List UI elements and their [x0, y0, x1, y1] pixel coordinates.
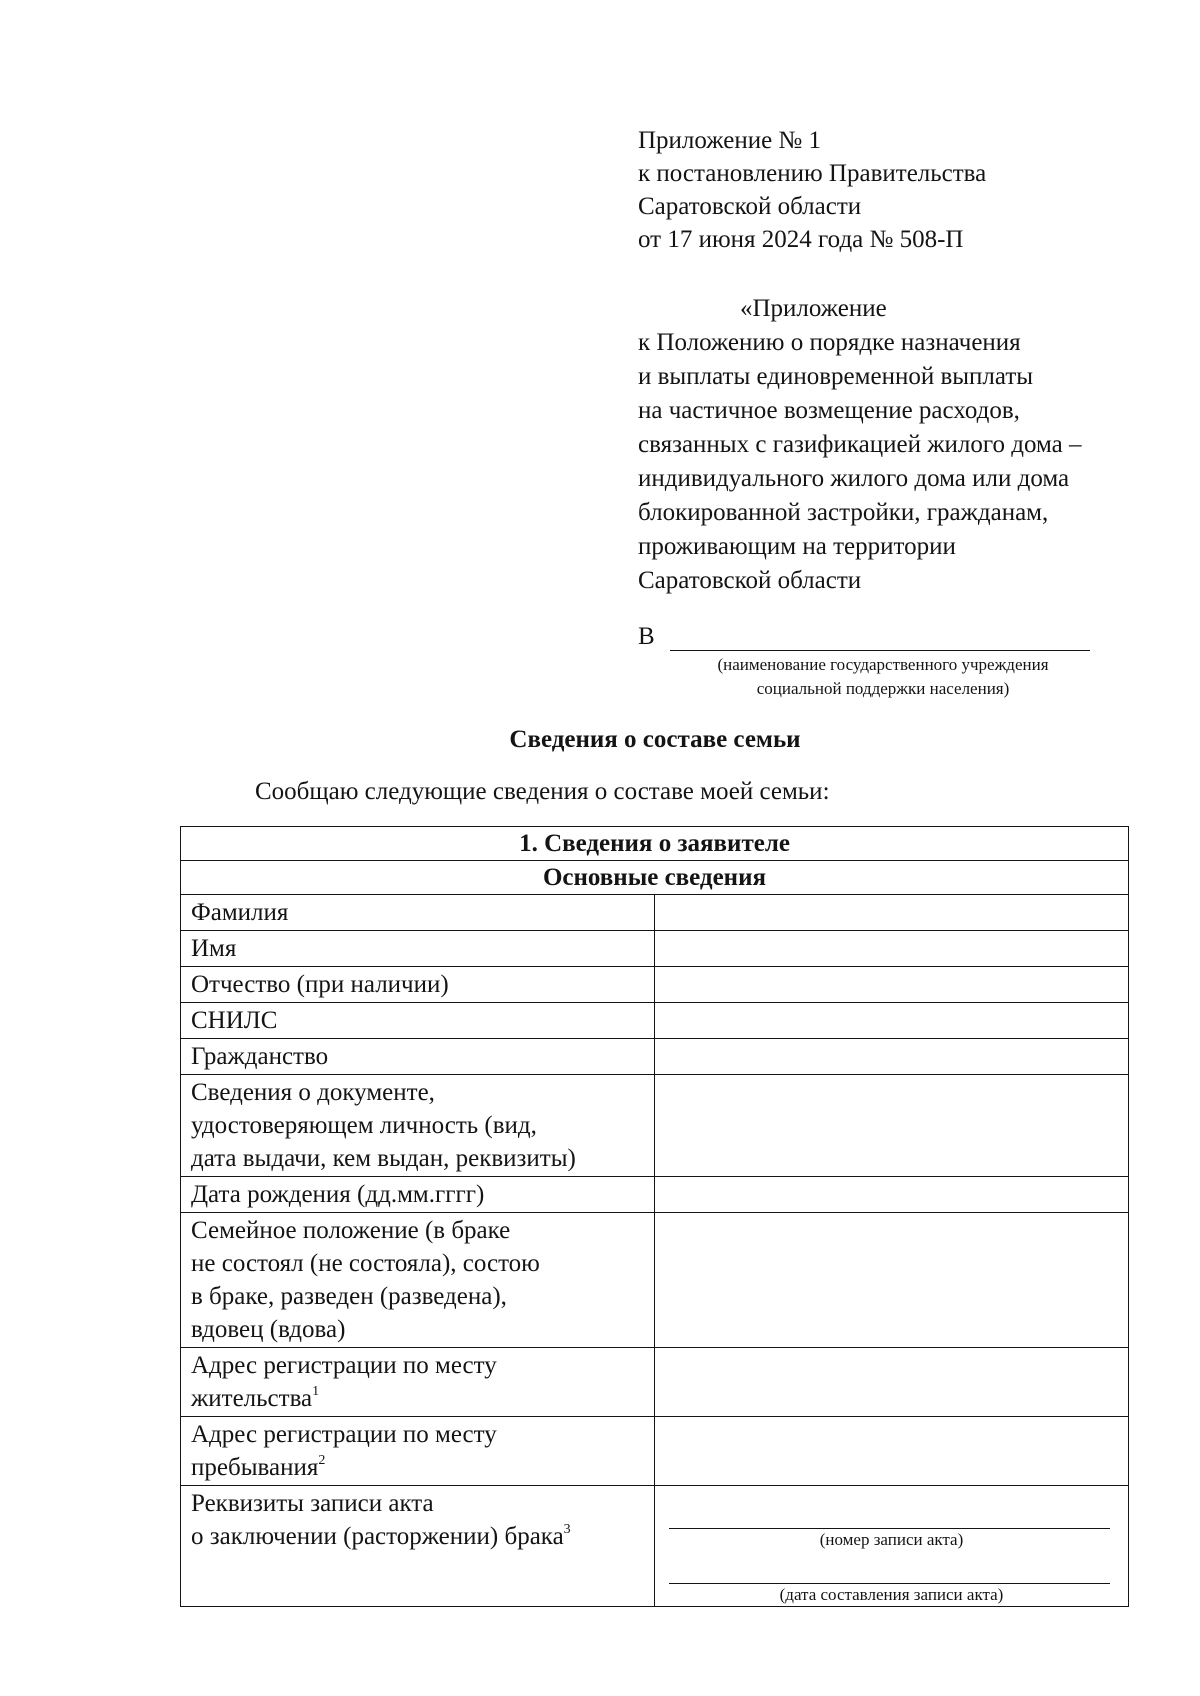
- form-row-label: [181, 1417, 655, 1486]
- record-date-caption: (дата составления записи акта): [779, 1585, 1004, 1604]
- record-date-field[interactable]: [669, 1555, 1110, 1584]
- form-row-label: [181, 967, 655, 1003]
- appendix-line: связанных с газификацией жилого дома –: [638, 431, 1082, 458]
- appendix-line: на частичное возмещение расходов,: [638, 397, 1020, 424]
- form-row-value[interactable]: [655, 1348, 1129, 1417]
- form-row-label-line: Адрес регистрации по месту: [191, 1421, 497, 1448]
- form-row-label-line: Дата рождения (дд.мм.гггг): [191, 1181, 485, 1208]
- form-row-label: [181, 931, 655, 967]
- form-row: [181, 1039, 1129, 1075]
- form-row-label-line: Фамилия: [191, 899, 289, 926]
- form-row: [181, 1348, 1129, 1417]
- appendix-line: «Приложение: [740, 295, 887, 322]
- form-row: [181, 1177, 1129, 1213]
- form-row-label-text: жительства: [191, 1385, 313, 1412]
- footnote-marker: 3: [563, 1521, 571, 1537]
- document-title-wrap: [0, 726, 1200, 754]
- appendix-line: проживающим на территории: [638, 533, 956, 560]
- footnote-marker: 2: [318, 1452, 326, 1468]
- recipient-caption: [668, 653, 1098, 701]
- approval-line: от 17 июня 2024 года № 508-П: [638, 226, 964, 253]
- applicant-form-table: [180, 826, 1129, 1607]
- appendix-line: и выплаты единовременной выплаты: [638, 363, 1034, 390]
- marriage-record-value: [655, 1486, 1129, 1607]
- form-row: [181, 931, 1129, 967]
- form-row-value[interactable]: [655, 1039, 1129, 1075]
- form-row-label: [181, 1003, 655, 1039]
- footnote-marker: 1: [312, 1383, 320, 1399]
- form-row-label-line: Семейное положение (в браке: [191, 1217, 511, 1244]
- form-row-label-line: Имя: [191, 935, 237, 962]
- recipient-row: [638, 617, 1098, 651]
- form-row-label: [181, 1039, 655, 1075]
- form-row-label: [181, 1177, 655, 1213]
- form-row: [181, 1075, 1129, 1177]
- form-row-label-line: Гражданство: [191, 1043, 329, 1070]
- form-row-label-text: пребывания: [191, 1454, 319, 1481]
- subsection-title: Основные сведения: [181, 861, 1129, 895]
- form-row-value[interactable]: [655, 1177, 1129, 1213]
- form-row-label-line: [191, 1451, 644, 1484]
- form-row: [181, 967, 1129, 1003]
- form-row-label-line: дата выдачи, кем выдан, реквизиты): [191, 1145, 576, 1172]
- form-row-value[interactable]: [655, 931, 1129, 967]
- form-row-label-line: в браке, разведен (разведена),: [191, 1283, 507, 1310]
- form-row-value[interactable]: [655, 1003, 1129, 1039]
- section-header-row: [181, 827, 1129, 861]
- form-row-value[interactable]: [655, 1213, 1129, 1348]
- form-row-label: [181, 1213, 655, 1348]
- form-row-label-line: Адрес регистрации по месту: [191, 1352, 497, 1379]
- form-row-label-line: СНИЛС: [191, 1007, 278, 1034]
- form-row-label-line: [191, 1382, 644, 1415]
- recipient-caption-line: социальной поддержки населения): [756, 679, 1010, 698]
- form-row-value[interactable]: [655, 1075, 1129, 1177]
- form-row-value[interactable]: [655, 1417, 1129, 1486]
- approval-line: Саратовской области: [638, 193, 862, 220]
- record-number-caption: (номер записи акта): [819, 1530, 964, 1549]
- form-row-label-line: Отчество (при наличии): [191, 971, 449, 998]
- form-row-label: [181, 1348, 655, 1417]
- section-title: 1. Сведения о заявителе: [181, 827, 1129, 861]
- form-row-label: [181, 895, 655, 931]
- subsection-header-row: [181, 861, 1129, 895]
- marriage-record-label-text: о заключении (расторжении) брака: [191, 1523, 564, 1550]
- intro-text: Сообщаю следующие сведения о составе моей семьи:: [255, 778, 830, 805]
- form-row-label-line: вдовец (вдова): [191, 1316, 346, 1343]
- document-title: Сведения о составе семьи: [509, 726, 801, 753]
- marriage-record-label: [181, 1486, 655, 1607]
- marriage-record-row: [181, 1486, 1129, 1607]
- form-row-label-line: удостоверяющем личность (вид,: [191, 1112, 537, 1139]
- approval-line: Приложение № 1: [638, 127, 822, 154]
- recipient-field[interactable]: [670, 620, 1090, 651]
- form-row-label-line: не состоял (не состояла), состою: [191, 1250, 540, 1277]
- recipient-block: [638, 617, 1098, 701]
- approval-block: [638, 124, 1158, 256]
- appendix-line: к Положению о порядке назначения: [638, 329, 1021, 356]
- appendix-block: [638, 292, 1158, 598]
- form-row-label-line: Сведения о документе,: [191, 1079, 435, 1106]
- form-row: [181, 1003, 1129, 1039]
- form-row-label: [181, 1075, 655, 1177]
- appendix-line: блокированной застройки, гражданам,: [638, 499, 1049, 526]
- form-row: [181, 1417, 1129, 1486]
- appendix-line: Саратовской области: [638, 567, 862, 594]
- marriage-record-label-line: [191, 1520, 644, 1553]
- form-row-value[interactable]: [655, 967, 1129, 1003]
- form-row-value[interactable]: [655, 895, 1129, 931]
- approval-line: к постановлению Правительства: [638, 160, 987, 187]
- appendix-line: индивидуального жилого дома или дома: [638, 465, 1070, 492]
- form-row: [181, 1213, 1129, 1348]
- recipient-caption-line: (наименование государственного учреждения: [717, 655, 1049, 674]
- record-number-field[interactable]: [669, 1500, 1110, 1529]
- recipient-prefix: В: [638, 623, 655, 650]
- marriage-record-label-line: Реквизиты записи акта: [191, 1490, 434, 1517]
- form-row: [181, 895, 1129, 931]
